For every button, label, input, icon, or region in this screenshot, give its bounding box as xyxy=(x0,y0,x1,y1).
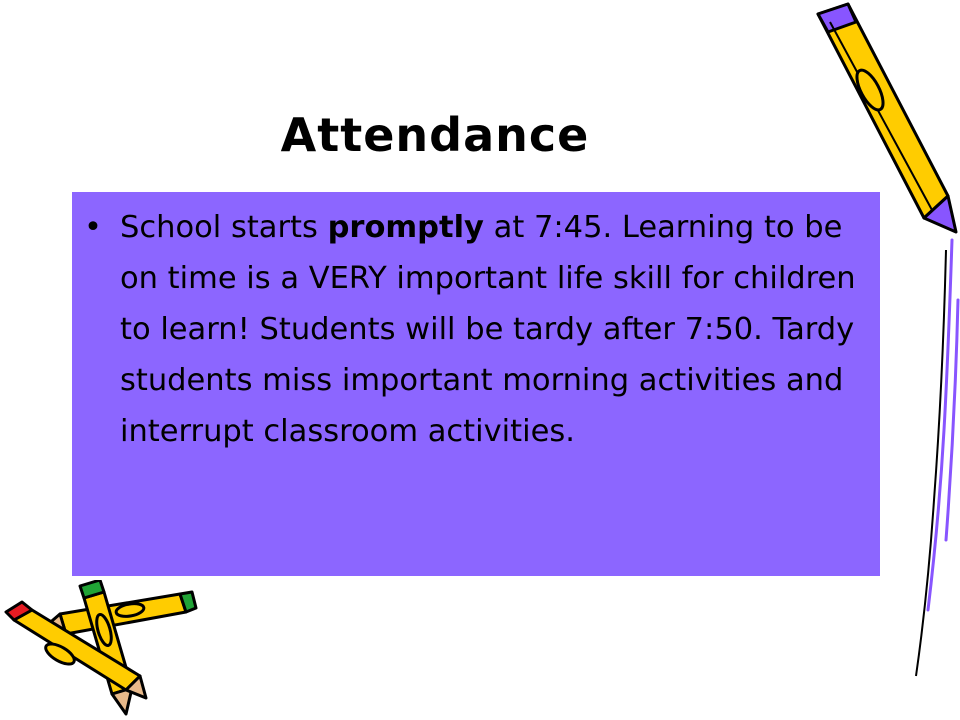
pencils-icon xyxy=(0,580,200,720)
bullet-text-rest: at 7:45. Learning to be on time is a VERY important life skill for children to learn! Students will be tardy after 7:50. Tardy students miss important morning activities and interrupt classroom activities. xyxy=(120,210,856,449)
slide-title: Attendance xyxy=(280,108,590,162)
bullet-marker: • xyxy=(84,210,102,245)
bullet-text-start: School starts xyxy=(120,210,328,245)
bullet-item xyxy=(84,202,868,457)
bullet-emphasis: promptly xyxy=(327,210,484,245)
pencil-icon xyxy=(800,0,960,700)
bullet-text xyxy=(120,210,856,449)
content-box xyxy=(72,192,880,576)
